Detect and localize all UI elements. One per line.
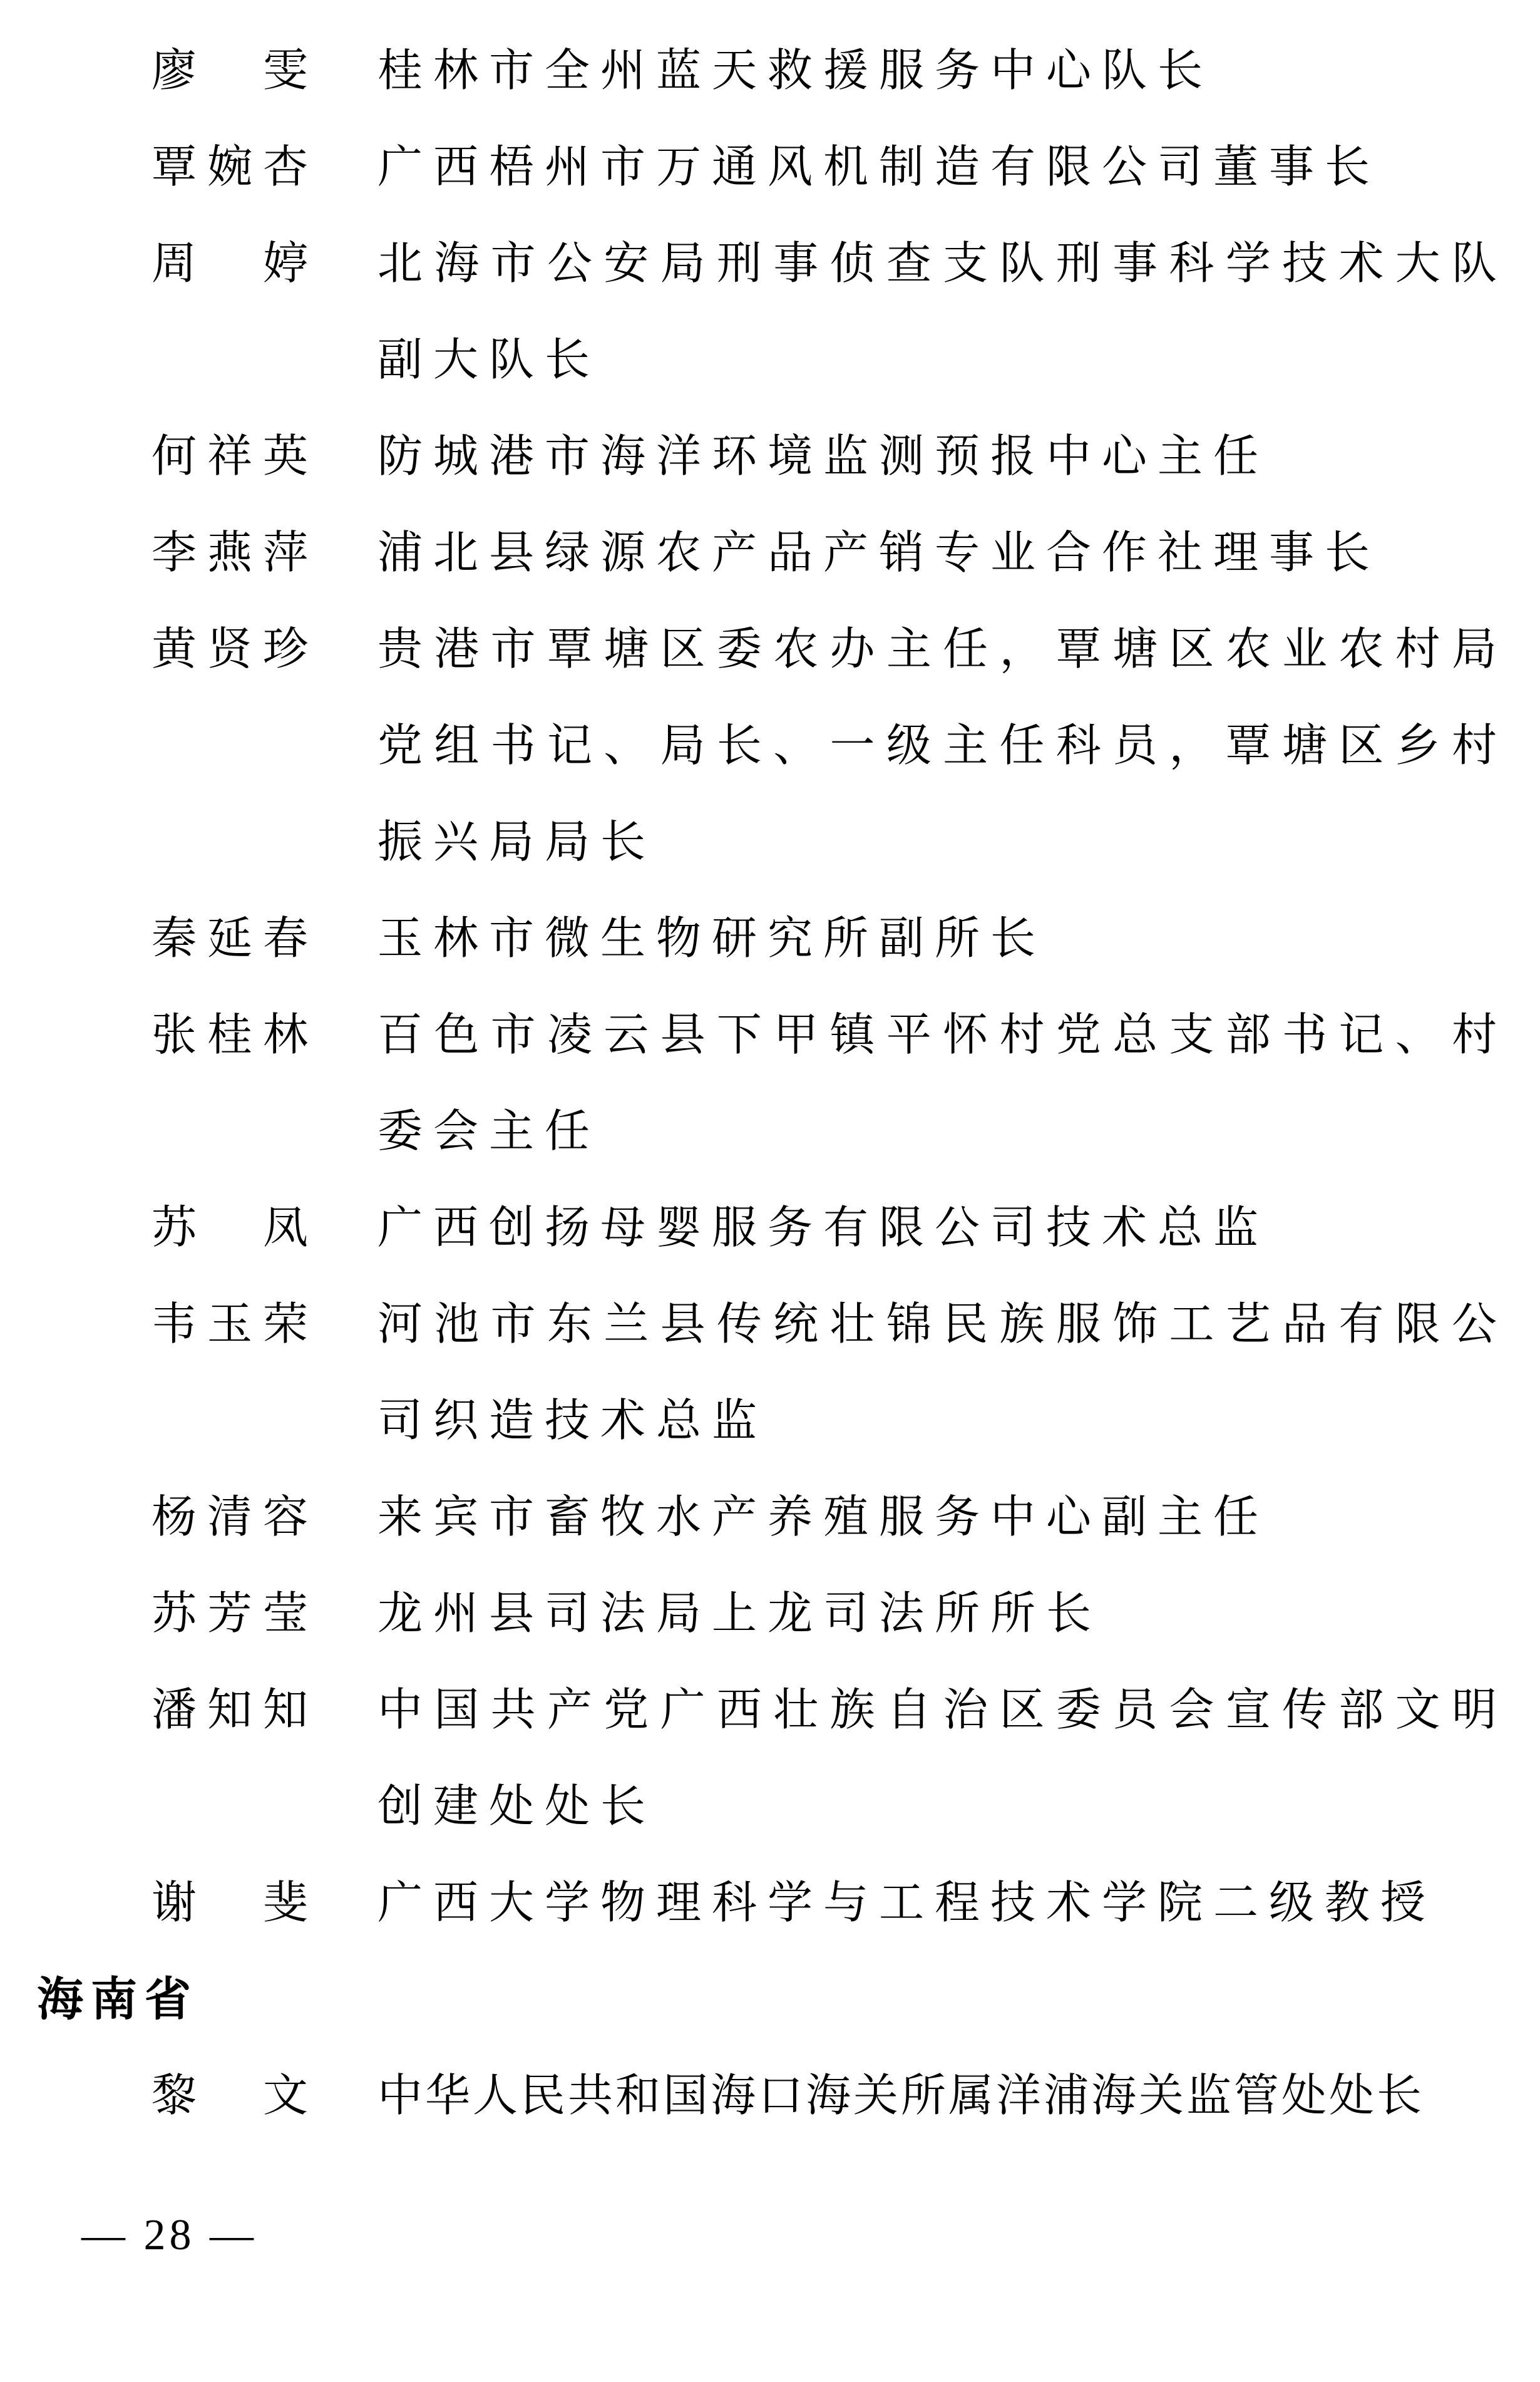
- honoree-entry: [0, 119, 1540, 215]
- honoree-entry: [0, 1276, 1540, 1469]
- title-line: 浦北县绿源农产品产销专业合作社理事长: [377, 528, 1381, 578]
- title-line: 防城港市海洋环境监测预报中心主任: [377, 431, 1270, 482]
- name-character: 廖: [151, 46, 197, 96]
- honoree-title: [377, 1180, 1507, 1276]
- name-character: 潘: [151, 1685, 197, 1735]
- title-line: 委会主任: [377, 1106, 601, 1157]
- honoree-entry: [0, 1180, 1540, 1276]
- title-line: 司织造技术总监: [377, 1396, 768, 1446]
- honoree-name: [151, 23, 308, 119]
- name-character: 覃: [151, 142, 197, 192]
- title-line: 副大队长: [377, 335, 601, 385]
- name-character: 春: [262, 914, 308, 964]
- honoree-name: [151, 890, 308, 987]
- name-character: 雯: [262, 46, 308, 96]
- name-character: 芳: [207, 1589, 252, 1639]
- name-character: 莹: [262, 1589, 308, 1639]
- honoree-name: [151, 1662, 308, 1758]
- title-line: 龙州县司法局上龙司法所所长: [377, 1589, 1102, 1639]
- name-character: 英: [262, 431, 308, 482]
- honoree-title: [377, 215, 1507, 408]
- honoree-title: [377, 1662, 1507, 1855]
- honoree-entry: [0, 408, 1540, 505]
- name-character: 桂: [207, 1010, 252, 1060]
- title-line: 河池市东兰县传统壮锦民族服饰工艺品有限公: [377, 1299, 1507, 1349]
- name-character: 杨: [151, 1492, 197, 1542]
- name-character: 荣: [262, 1299, 308, 1349]
- name-character: 周: [151, 239, 197, 289]
- name-character: 斐: [262, 1878, 308, 1928]
- page-number: — 28 —: [81, 2211, 257, 2259]
- honoree-list: [0, 23, 1540, 2144]
- name-character: 何: [151, 431, 197, 482]
- honoree-title: [377, 505, 1507, 601]
- honoree-entry: [0, 890, 1540, 987]
- title-line: 玉林市微生物研究所副所长: [377, 914, 1047, 964]
- honoree-entry: [0, 505, 1540, 601]
- name-character: 黄: [151, 624, 197, 674]
- honoree-name: [151, 2048, 308, 2144]
- honoree-name: [151, 1276, 308, 1373]
- province-section-header: 海南省: [37, 1973, 198, 2025]
- title-line: 来宾市畜牧水产养殖服务中心副主任: [377, 1492, 1270, 1542]
- title-line: 广西大学物理科学与工程技术学院二级教授: [377, 1878, 1437, 1928]
- honoree-title: [377, 1565, 1507, 1662]
- name-character: 容: [262, 1492, 308, 1542]
- title-line: 振兴局局长: [377, 817, 657, 867]
- name-character: 祥: [207, 431, 252, 482]
- honoree-title: [377, 601, 1507, 890]
- honoree-name: [151, 1855, 308, 1951]
- honoree-name: [151, 215, 308, 312]
- title-line: 百色市凌云县下甲镇平怀村党总支部书记、村: [377, 1010, 1507, 1060]
- honoree-title: [377, 408, 1507, 505]
- name-character: 杏: [262, 142, 308, 192]
- honoree-name: [151, 987, 308, 1083]
- title-line: 广西梧州市万通风机制造有限公司董事长: [377, 142, 1381, 192]
- title-line: 桂林市全州蓝天救援服务中心队长: [377, 46, 1214, 96]
- title-line: 党组书记、局长、一级主任科员，覃塘区乡村: [377, 721, 1507, 771]
- title-line: 广西创扬母婴服务有限公司技术总监: [377, 1203, 1270, 1253]
- name-character: 婉: [207, 142, 252, 192]
- honoree-entry: [0, 987, 1540, 1180]
- title-line: 创建处处长: [377, 1781, 657, 1832]
- title-line: 北海市公安局刑事侦查支队刑事科学技术大队: [377, 239, 1507, 289]
- name-character: 谢: [151, 1878, 197, 1928]
- honoree-name: [151, 1565, 308, 1662]
- name-character: 清: [207, 1492, 252, 1542]
- honoree-name: [151, 1180, 308, 1276]
- honoree-title: [377, 23, 1507, 119]
- title-line: 贵港市覃塘区委农办主任，覃塘区农业农村局: [377, 624, 1507, 674]
- name-character: 韦: [151, 1299, 197, 1349]
- name-character: 玉: [207, 1299, 252, 1349]
- honoree-entry: [0, 2048, 1540, 2144]
- title-line: 中华人民共和国海口海关所属洋浦海关监管处处长: [377, 2071, 1425, 2121]
- name-character: 贤: [207, 624, 252, 674]
- name-character: 知: [207, 1685, 252, 1735]
- name-character: 林: [262, 1010, 308, 1060]
- honoree-entry: [0, 1662, 1540, 1855]
- name-character: 燕: [207, 528, 252, 578]
- honoree-name: [151, 505, 308, 601]
- name-character: 延: [207, 914, 252, 964]
- honoree-entry: [0, 601, 1540, 890]
- honoree-title: [377, 987, 1507, 1180]
- honoree-name: [151, 119, 308, 215]
- honoree-name: [151, 1469, 308, 1565]
- name-character: 文: [262, 2071, 308, 2121]
- name-character: 苏: [151, 1203, 197, 1253]
- title-line: 中国共产党广西壮族自治区委员会宣传部文明: [377, 1685, 1507, 1735]
- honoree-entry: [0, 1469, 1540, 1565]
- honoree-name: [151, 408, 308, 505]
- honoree-entry: [0, 1855, 1540, 1951]
- honoree-entry: [0, 215, 1540, 408]
- name-character: 张: [151, 1010, 197, 1060]
- honoree-title: [377, 1469, 1507, 1565]
- honoree-title: [377, 1276, 1507, 1469]
- name-character: 知: [262, 1685, 308, 1735]
- honoree-entry: [0, 1565, 1540, 1662]
- name-character: 李: [151, 528, 197, 578]
- name-character: 婷: [262, 239, 308, 289]
- name-character: 黎: [151, 2071, 197, 2121]
- honoree-title: [377, 119, 1507, 215]
- name-character: 苏: [151, 1589, 197, 1639]
- name-character: 秦: [151, 914, 197, 964]
- honoree-entry: [0, 23, 1540, 119]
- honoree-title: [377, 2048, 1507, 2144]
- name-character: 凤: [262, 1203, 308, 1253]
- name-character: 萍: [262, 528, 308, 578]
- name-character: 珍: [262, 624, 308, 674]
- honoree-name: [151, 601, 308, 698]
- honoree-title: [377, 890, 1507, 987]
- honoree-title: [377, 1855, 1507, 1951]
